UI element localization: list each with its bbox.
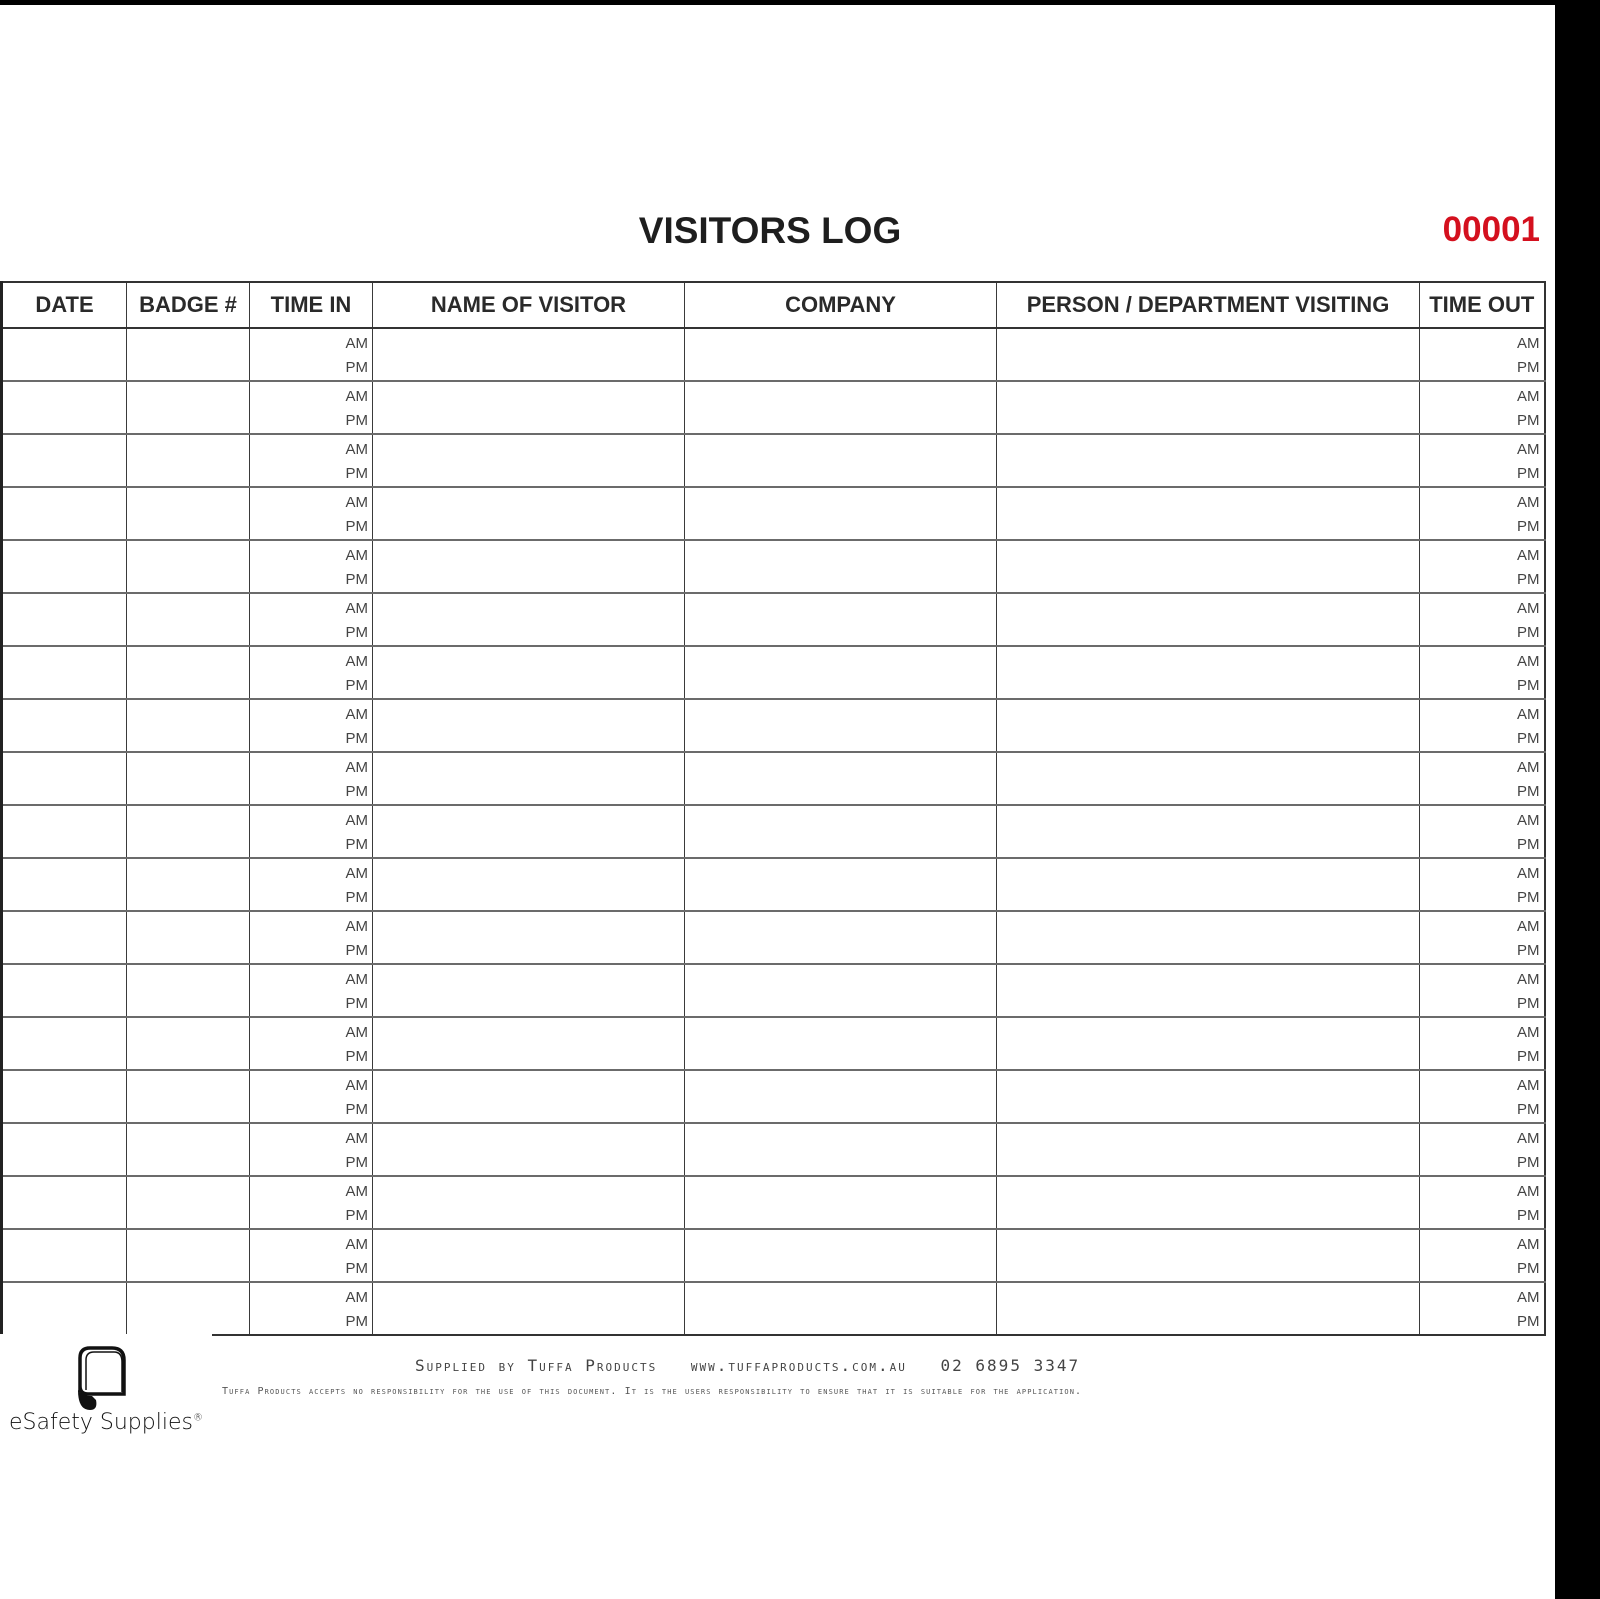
visiting-cell[interactable]: [997, 487, 1420, 540]
pm-label: PM: [345, 518, 368, 535]
pm-label: PM: [1517, 730, 1540, 747]
am-pm-labels: [250, 965, 372, 1016]
am-pm-labels: [250, 912, 372, 963]
visiting-cell[interactable]: [997, 1176, 1420, 1229]
badge-cell[interactable]: [127, 646, 250, 699]
am-label: AM: [1517, 759, 1540, 776]
company-cell[interactable]: [685, 1070, 997, 1123]
pm-label: PM: [345, 995, 368, 1012]
pm-label: PM: [345, 1313, 368, 1330]
am-pm-labels: [1420, 700, 1544, 751]
am-pm-labels: [250, 1018, 372, 1069]
am-label: AM: [345, 494, 368, 511]
time-out-cell[interactable]: [1420, 805, 1545, 858]
am-label: AM: [1517, 653, 1540, 670]
time-out-cell[interactable]: [1420, 487, 1545, 540]
pm-label: PM: [1517, 465, 1540, 482]
am-pm-labels: [1420, 1283, 1544, 1334]
am-pm-labels: [250, 700, 372, 751]
date-cell[interactable]: [2, 699, 127, 752]
time-out-cell[interactable]: [1420, 381, 1545, 434]
pm-label: PM: [1517, 677, 1540, 694]
am-pm-labels: [1420, 859, 1544, 910]
date-cell[interactable]: [2, 1070, 127, 1123]
name-cell[interactable]: [373, 699, 685, 752]
am-label: AM: [345, 1183, 368, 1200]
badge-cell[interactable]: [127, 487, 250, 540]
am-pm-labels: [1420, 965, 1544, 1016]
time-in-cell[interactable]: [250, 805, 373, 858]
pm-label: PM: [345, 836, 368, 853]
trademark-symbol: ®: [192, 1412, 203, 1424]
badge-cell[interactable]: [127, 1229, 250, 1282]
pm-label: PM: [1517, 1101, 1540, 1118]
am-label: AM: [1517, 918, 1540, 935]
am-label: AM: [345, 441, 368, 458]
time-in-cell[interactable]: [250, 1123, 373, 1176]
pm-label: PM: [345, 465, 368, 482]
am-label: AM: [345, 388, 368, 405]
time-out-cell[interactable]: [1420, 434, 1545, 487]
company-cell[interactable]: [685, 540, 997, 593]
am-label: AM: [1517, 1077, 1540, 1094]
company-cell[interactable]: [685, 752, 997, 805]
date-cell[interactable]: [2, 434, 127, 487]
am-pm-labels: [1420, 1018, 1544, 1069]
table-row: [2, 752, 1545, 805]
pm-label: PM: [1517, 942, 1540, 959]
date-cell[interactable]: [2, 381, 127, 434]
visiting-cell[interactable]: [997, 593, 1420, 646]
am-label: AM: [1517, 1289, 1540, 1306]
date-cell[interactable]: [2, 540, 127, 593]
am-label: AM: [1517, 388, 1540, 405]
disclaimer-text: Tuffa Products accepts no responsibility for the use of this document. It is the users responsibility to ensure that it is suitable for the application.: [222, 1386, 1083, 1397]
time-in-cell[interactable]: [250, 593, 373, 646]
badge-cell[interactable]: [127, 1176, 250, 1229]
time-in-cell[interactable]: [250, 540, 373, 593]
visiting-cell[interactable]: [997, 434, 1420, 487]
date-cell[interactable]: [2, 964, 127, 1017]
am-label: AM: [345, 1130, 368, 1147]
am-label: AM: [1517, 494, 1540, 511]
visiting-cell[interactable]: [997, 699, 1420, 752]
name-cell[interactable]: [373, 593, 685, 646]
pm-label: PM: [345, 1260, 368, 1277]
time-in-cell[interactable]: [250, 646, 373, 699]
am-pm-labels: [1420, 329, 1544, 380]
am-pm-labels: [1420, 806, 1544, 857]
am-label: AM: [1517, 441, 1540, 458]
visiting-cell[interactable]: [997, 328, 1420, 381]
am-label: AM: [345, 812, 368, 829]
time-out-cell[interactable]: [1420, 699, 1545, 752]
time-out-cell[interactable]: [1420, 646, 1545, 699]
name-cell[interactable]: [373, 752, 685, 805]
name-cell[interactable]: [373, 328, 685, 381]
table-row: [2, 1123, 1545, 1176]
am-label: AM: [345, 653, 368, 670]
pm-label: PM: [1517, 412, 1540, 429]
pm-label: PM: [1517, 836, 1540, 853]
visiting-cell[interactable]: [997, 1017, 1420, 1070]
pm-label: PM: [1517, 889, 1540, 906]
am-pm-labels: [1420, 435, 1544, 486]
table-row: [2, 1017, 1545, 1070]
visiting-cell[interactable]: [997, 1070, 1420, 1123]
am-label: AM: [1517, 335, 1540, 352]
supplied-by-text: Supplied by Tuffa Products: [415, 1356, 658, 1375]
pm-label: PM: [345, 889, 368, 906]
am-pm-labels: [1420, 753, 1544, 804]
time-in-cell[interactable]: [250, 911, 373, 964]
am-pm-labels: [250, 541, 372, 592]
visiting-cell[interactable]: [997, 540, 1420, 593]
supplier-website: www.tuffaproducts.com.au: [690, 1356, 907, 1375]
badge-cell[interactable]: [127, 1070, 250, 1123]
visiting-cell[interactable]: [997, 911, 1420, 964]
am-pm-labels: [250, 1124, 372, 1175]
am-pm-labels: [250, 806, 372, 857]
am-pm-labels: [250, 594, 372, 645]
time-in-cell[interactable]: [250, 328, 373, 381]
time-out-cell[interactable]: [1420, 593, 1545, 646]
company-cell[interactable]: [685, 434, 997, 487]
am-pm-labels: [1420, 488, 1544, 539]
company-cell[interactable]: [685, 1282, 997, 1335]
am-pm-labels: [250, 435, 372, 486]
am-label: AM: [345, 1289, 368, 1306]
am-pm-labels: [250, 859, 372, 910]
am-label: AM: [1517, 971, 1540, 988]
date-cell[interactable]: [2, 752, 127, 805]
am-label: AM: [345, 1024, 368, 1041]
page-title: VISITORS LOG: [638, 210, 902, 251]
am-label: AM: [345, 600, 368, 617]
am-pm-labels: [250, 329, 372, 380]
visiting-cell[interactable]: [997, 1282, 1420, 1335]
badge-cell[interactable]: [127, 593, 250, 646]
am-pm-labels: [1420, 1124, 1544, 1175]
time-out-cell[interactable]: [1420, 1123, 1545, 1176]
table-row: [2, 911, 1545, 964]
badge-cell[interactable]: [127, 964, 250, 1017]
pm-label: PM: [345, 1207, 368, 1224]
table-row: [2, 540, 1545, 593]
date-cell[interactable]: [2, 911, 127, 964]
company-cell[interactable]: [685, 328, 997, 381]
badge-cell[interactable]: [127, 540, 250, 593]
date-cell[interactable]: [2, 487, 127, 540]
company-cell[interactable]: [685, 1176, 997, 1229]
esafety-logo-icon: [72, 1344, 132, 1414]
time-in-cell[interactable]: [250, 1176, 373, 1229]
time-in-cell[interactable]: [250, 1017, 373, 1070]
badge-cell[interactable]: [127, 1282, 250, 1335]
badge-cell[interactable]: [127, 1123, 250, 1176]
column-header-time-in: TIME IN: [250, 282, 373, 328]
badge-cell[interactable]: [127, 752, 250, 805]
company-cell[interactable]: [685, 1017, 997, 1070]
am-label: AM: [1517, 865, 1540, 882]
date-cell[interactable]: [2, 328, 127, 381]
table-header-row: [2, 282, 1545, 328]
table-row: [2, 1282, 1545, 1335]
name-cell[interactable]: [373, 434, 685, 487]
table-row: [2, 487, 1545, 540]
table-row: [2, 646, 1545, 699]
pm-label: PM: [1517, 783, 1540, 800]
time-out-cell[interactable]: [1420, 858, 1545, 911]
visiting-cell[interactable]: [997, 752, 1420, 805]
table-row: [2, 1176, 1545, 1229]
table-row: [2, 1070, 1545, 1123]
am-label: AM: [345, 547, 368, 564]
am-pm-labels: [250, 1230, 372, 1281]
column-header-name: NAME OF VISITOR: [373, 282, 685, 328]
table-row: [2, 858, 1545, 911]
am-label: AM: [345, 971, 368, 988]
time-out-cell[interactable]: [1420, 1070, 1545, 1123]
am-pm-labels: [1420, 1071, 1544, 1122]
name-cell[interactable]: [373, 964, 685, 1017]
visiting-cell[interactable]: [997, 1229, 1420, 1282]
time-out-cell[interactable]: [1420, 540, 1545, 593]
am-pm-labels: [250, 1177, 372, 1228]
table-row: [2, 381, 1545, 434]
company-cell[interactable]: [685, 699, 997, 752]
column-header-badge: BADGE #: [127, 282, 250, 328]
date-cell[interactable]: [2, 805, 127, 858]
pm-label: PM: [345, 1101, 368, 1118]
pm-label: PM: [345, 677, 368, 694]
date-cell[interactable]: [2, 858, 127, 911]
pm-label: PM: [345, 1048, 368, 1065]
top-black-border: [0, 0, 1600, 5]
company-cell[interactable]: [685, 593, 997, 646]
am-label: AM: [345, 706, 368, 723]
am-label: AM: [1517, 547, 1540, 564]
am-pm-labels: [250, 647, 372, 698]
table-row: [2, 1229, 1545, 1282]
pm-label: PM: [345, 571, 368, 588]
am-label: AM: [1517, 600, 1540, 617]
column-header-time-out: TIME OUT: [1420, 282, 1545, 328]
am-pm-labels: [250, 382, 372, 433]
table-row: [2, 434, 1545, 487]
am-label: AM: [345, 865, 368, 882]
name-cell[interactable]: [373, 858, 685, 911]
company-cell[interactable]: [685, 858, 997, 911]
pm-label: PM: [345, 942, 368, 959]
pm-label: PM: [345, 412, 368, 429]
time-out-cell[interactable]: [1420, 1017, 1545, 1070]
name-cell[interactable]: [373, 646, 685, 699]
time-out-cell[interactable]: [1420, 964, 1545, 1017]
name-cell[interactable]: [373, 805, 685, 858]
badge-cell[interactable]: [127, 699, 250, 752]
visiting-cell[interactable]: [997, 381, 1420, 434]
time-in-cell[interactable]: [250, 487, 373, 540]
pm-label: PM: [1517, 1154, 1540, 1171]
company-cell[interactable]: [685, 805, 997, 858]
pm-label: PM: [345, 359, 368, 376]
name-cell[interactable]: [373, 1123, 685, 1176]
name-cell[interactable]: [373, 540, 685, 593]
company-cell[interactable]: [685, 1229, 997, 1282]
name-cell[interactable]: [373, 487, 685, 540]
table-row: [2, 699, 1545, 752]
date-cell[interactable]: [2, 1123, 127, 1176]
time-in-cell[interactable]: [250, 434, 373, 487]
name-cell[interactable]: [373, 1017, 685, 1070]
pm-label: PM: [1517, 1048, 1540, 1065]
am-label: AM: [1517, 1183, 1540, 1200]
am-pm-labels: [1420, 1230, 1544, 1281]
am-label: AM: [345, 918, 368, 935]
time-out-cell[interactable]: [1420, 1282, 1545, 1335]
am-pm-labels: [1420, 594, 1544, 645]
column-header-company: COMPANY: [685, 282, 997, 328]
pm-label: PM: [1517, 624, 1540, 641]
am-pm-labels: [250, 753, 372, 804]
pm-label: PM: [345, 624, 368, 641]
company-cell[interactable]: [685, 487, 997, 540]
date-cell[interactable]: [2, 1282, 127, 1335]
time-in-cell[interactable]: [250, 1070, 373, 1123]
time-out-cell[interactable]: [1420, 1176, 1545, 1229]
supplier-phone: 02 6895 3347: [940, 1356, 1081, 1375]
pm-label: PM: [1517, 571, 1540, 588]
time-out-cell[interactable]: [1420, 752, 1545, 805]
pm-label: PM: [1517, 359, 1540, 376]
badge-cell[interactable]: [127, 328, 250, 381]
am-label: AM: [345, 759, 368, 776]
am-label: AM: [1517, 812, 1540, 829]
company-cell[interactable]: [685, 381, 997, 434]
date-cell[interactable]: [2, 646, 127, 699]
pm-label: PM: [1517, 518, 1540, 535]
name-cell[interactable]: [373, 911, 685, 964]
am-pm-labels: [1420, 1177, 1544, 1228]
am-pm-labels: [1420, 647, 1544, 698]
time-in-cell[interactable]: [250, 752, 373, 805]
serial-number: 00001: [1442, 210, 1540, 249]
badge-cell[interactable]: [127, 434, 250, 487]
am-label: AM: [345, 1236, 368, 1253]
am-label: AM: [345, 1077, 368, 1094]
brand-name: eSafety Supplies®: [9, 1410, 203, 1435]
am-label: AM: [345, 335, 368, 352]
company-cell[interactable]: [685, 964, 997, 1017]
visitors-log-table: [0, 281, 1546, 1336]
pm-label: PM: [345, 1154, 368, 1171]
column-header-date: DATE: [2, 282, 127, 328]
time-in-cell[interactable]: [250, 1229, 373, 1282]
badge-cell[interactable]: [127, 805, 250, 858]
am-label: AM: [1517, 1236, 1540, 1253]
am-label: AM: [1517, 1130, 1540, 1147]
name-cell[interactable]: [373, 1176, 685, 1229]
time-in-cell[interactable]: [250, 964, 373, 1017]
visiting-cell[interactable]: [997, 805, 1420, 858]
time-in-cell[interactable]: [250, 699, 373, 752]
am-label: AM: [1517, 706, 1540, 723]
name-cell[interactable]: [373, 1282, 685, 1335]
date-cell[interactable]: [2, 1229, 127, 1282]
time-out-cell[interactable]: [1420, 1229, 1545, 1282]
date-cell[interactable]: [2, 593, 127, 646]
table-row: [2, 328, 1545, 381]
name-cell[interactable]: [373, 381, 685, 434]
table-row: [2, 593, 1545, 646]
time-in-cell[interactable]: [250, 381, 373, 434]
date-cell[interactable]: [2, 1176, 127, 1229]
pm-label: PM: [1517, 1207, 1540, 1224]
time-in-cell[interactable]: [250, 1282, 373, 1335]
time-out-cell[interactable]: [1420, 911, 1545, 964]
visiting-cell[interactable]: [997, 1123, 1420, 1176]
am-label: AM: [1517, 1024, 1540, 1041]
company-cell[interactable]: [685, 911, 997, 964]
name-cell[interactable]: [373, 1070, 685, 1123]
pm-label: PM: [1517, 995, 1540, 1012]
pm-label: PM: [1517, 1313, 1540, 1330]
company-cell[interactable]: [685, 646, 997, 699]
time-out-cell[interactable]: [1420, 328, 1545, 381]
badge-cell[interactable]: [127, 858, 250, 911]
company-cell[interactable]: [685, 1123, 997, 1176]
time-in-cell[interactable]: [250, 858, 373, 911]
am-pm-labels: [250, 1283, 372, 1334]
badge-cell[interactable]: [127, 1017, 250, 1070]
pm-label: PM: [345, 730, 368, 747]
name-cell[interactable]: [373, 1229, 685, 1282]
visiting-cell[interactable]: [997, 964, 1420, 1017]
badge-cell[interactable]: [127, 381, 250, 434]
am-pm-labels: [1420, 912, 1544, 963]
pm-label: PM: [345, 783, 368, 800]
table-row: [2, 964, 1545, 1017]
right-black-border: [1555, 0, 1600, 1599]
table-row: [2, 805, 1545, 858]
am-pm-labels: [250, 488, 372, 539]
supplier-line: [415, 1356, 1080, 1375]
am-pm-labels: [1420, 541, 1544, 592]
date-cell[interactable]: [2, 1017, 127, 1070]
badge-cell[interactable]: [127, 911, 250, 964]
pm-label: PM: [1517, 1260, 1540, 1277]
visiting-cell[interactable]: [997, 646, 1420, 699]
visiting-cell[interactable]: [997, 858, 1420, 911]
am-pm-labels: [1420, 382, 1544, 433]
am-pm-labels: [250, 1071, 372, 1122]
column-header-visiting: PERSON / DEPARTMENT VISITING: [997, 282, 1420, 328]
